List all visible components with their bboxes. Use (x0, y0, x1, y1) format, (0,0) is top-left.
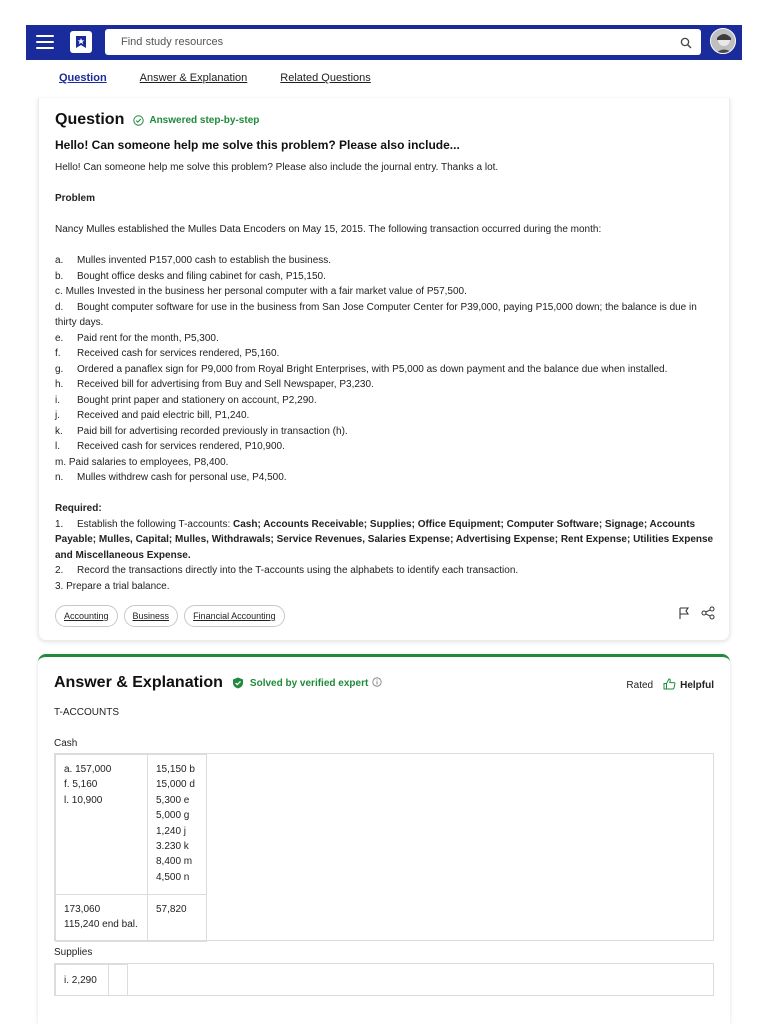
list-item: l. Received cash for services rendered, P10,900. (55, 441, 285, 452)
required-item: 2. Record the transactions directly into the T-accounts using the alphabets to identify each transaction. (55, 565, 519, 576)
t-accounts-heading: T-ACCOUNTS (54, 707, 119, 718)
list-item: n. Mulles withdrew cash for personal use, P4,500. (55, 472, 287, 483)
verified-badge-label: Solved by verified expert (249, 677, 369, 689)
required-item: 1. Establish the following T-accounts: Cash; Accounts Receivable; Supplies; Office Equipment; Computer Software; Signage; Accounts Payable; Mulles, Capital; Mulles, Withdrawals; Service Revenues, Salaries Expense; Advertising Expense; Rent Expense; Utilities Expense and Miscellaneous Expense. (55, 518, 714, 561)
list-item: e. Paid rent for the month, P5,300. (55, 332, 219, 344)
list-item: k. Paid bill for advertising recorded previously in transaction (h). (55, 425, 348, 437)
tab-answer-explanation[interactable]: Answer & Explanation (139, 72, 248, 84)
answer-header (54, 674, 388, 692)
check-circle-icon (133, 115, 144, 126)
supplies-debit-cell: i. 2,290 (56, 965, 109, 996)
tag-financial-accounting[interactable]: Financial Accounting (184, 605, 285, 627)
cash-t-account (54, 753, 714, 941)
list-item: f. Received cash for services rendered, P5,160. (55, 348, 280, 359)
search-icon[interactable] (680, 36, 692, 54)
logo-icon[interactable] (70, 31, 92, 53)
supplies-credit-cell (109, 965, 128, 996)
list-item: d. Bought computer software for use in the business from San Jose Computer Center for P39,000, paying P15,000 down; the balance is due in thirty days. (55, 301, 697, 328)
top-navigation-bar (26, 25, 742, 60)
thumbs-up-icon[interactable] (663, 678, 676, 693)
question-intro: Hello! Can someone help me solve this problem? Please also include the journal entry. Thanks a lot. (55, 162, 499, 173)
question-header (55, 111, 259, 129)
cash-debit-total-cell: 173,060 115,240 end bal. (56, 895, 148, 942)
answer-title: Answer & Explanation (54, 674, 223, 691)
problem-heading: Problem (55, 193, 96, 204)
flag-icon[interactable] (677, 606, 691, 625)
table-row (56, 965, 128, 996)
question-title: Question (55, 111, 125, 128)
search-input[interactable] (105, 29, 665, 55)
tab-related-questions[interactable]: Related Questions (280, 72, 371, 84)
question-subject: Hello! Can someone help me solve this problem? Please also include... (55, 138, 460, 152)
question-body (55, 160, 717, 594)
question-actions (677, 606, 715, 625)
tag-list (55, 605, 285, 627)
cash-account-label: Cash (54, 738, 78, 749)
info-icon[interactable] (372, 677, 388, 690)
answered-badge (133, 115, 259, 126)
list-item: h. Received bill for advertising from Buy and Sell Newspaper, P3,230. (55, 379, 374, 390)
page-tabs (59, 72, 371, 84)
required-item: 3. Prepare a trial balance. (55, 580, 170, 592)
list-item: c. Mulles Invested in the business her personal computer with a fair market value of P57,500. (55, 286, 467, 297)
answered-badge-label: Answered step-by-step (149, 114, 260, 126)
question-card (38, 98, 730, 641)
tag-business[interactable]: Business (124, 605, 179, 627)
transaction-list (55, 253, 717, 486)
search-box (105, 29, 701, 55)
table-row (56, 755, 207, 895)
cash-credit-total-cell: 57,820 (148, 895, 207, 942)
list-item: m. Paid salaries to employees, P8,400. (55, 456, 229, 468)
share-icon[interactable] (701, 606, 715, 625)
cash-credit-cell: 15,150 b 15,000 d 5,300 e 5,000 g 1,240 j 3.230 k 8,400 m 4,500 n (148, 755, 207, 895)
list-item: g. Ordered a panaflex sign for P9,000 from Royal Bright Enterprises, with P5,000 as down payment and the balance due when installed. (55, 363, 668, 375)
list-item: b. Bought office desks and filing cabinet for cash, P15,150. (55, 270, 326, 282)
required-section (55, 501, 717, 594)
required-heading: Required: (55, 503, 102, 514)
list-item: a. Mulles invented P157,000 cash to establish the business. (55, 255, 332, 266)
cash-debit-cell: a. 157,000 f. 5,160 l. 10,900 (56, 755, 148, 895)
verified-shield-icon (232, 677, 244, 689)
supplies-t-account (54, 963, 714, 996)
tag-accounting[interactable]: Accounting (55, 605, 118, 627)
tab-question[interactable]: Question (59, 72, 107, 84)
verified-badge (232, 677, 388, 690)
avatar[interactable] (710, 28, 736, 54)
rating-area (626, 678, 714, 693)
list-item: j. Received and paid electric bill, P1,240. (55, 410, 250, 421)
helpful-label: Helpful (680, 680, 714, 691)
table-row (56, 895, 207, 942)
rated-label: Rated (626, 680, 654, 691)
menu-icon[interactable] (36, 35, 54, 49)
list-item: i. Bought print paper and stationery on account, P2,290. (55, 394, 317, 406)
answer-card (38, 654, 730, 1024)
supplies-account-label: Supplies (54, 947, 93, 958)
problem-text: Nancy Mulles established the Mulles Data Encoders on May 15, 2015. The following transaction occurred during the month: (55, 224, 602, 235)
